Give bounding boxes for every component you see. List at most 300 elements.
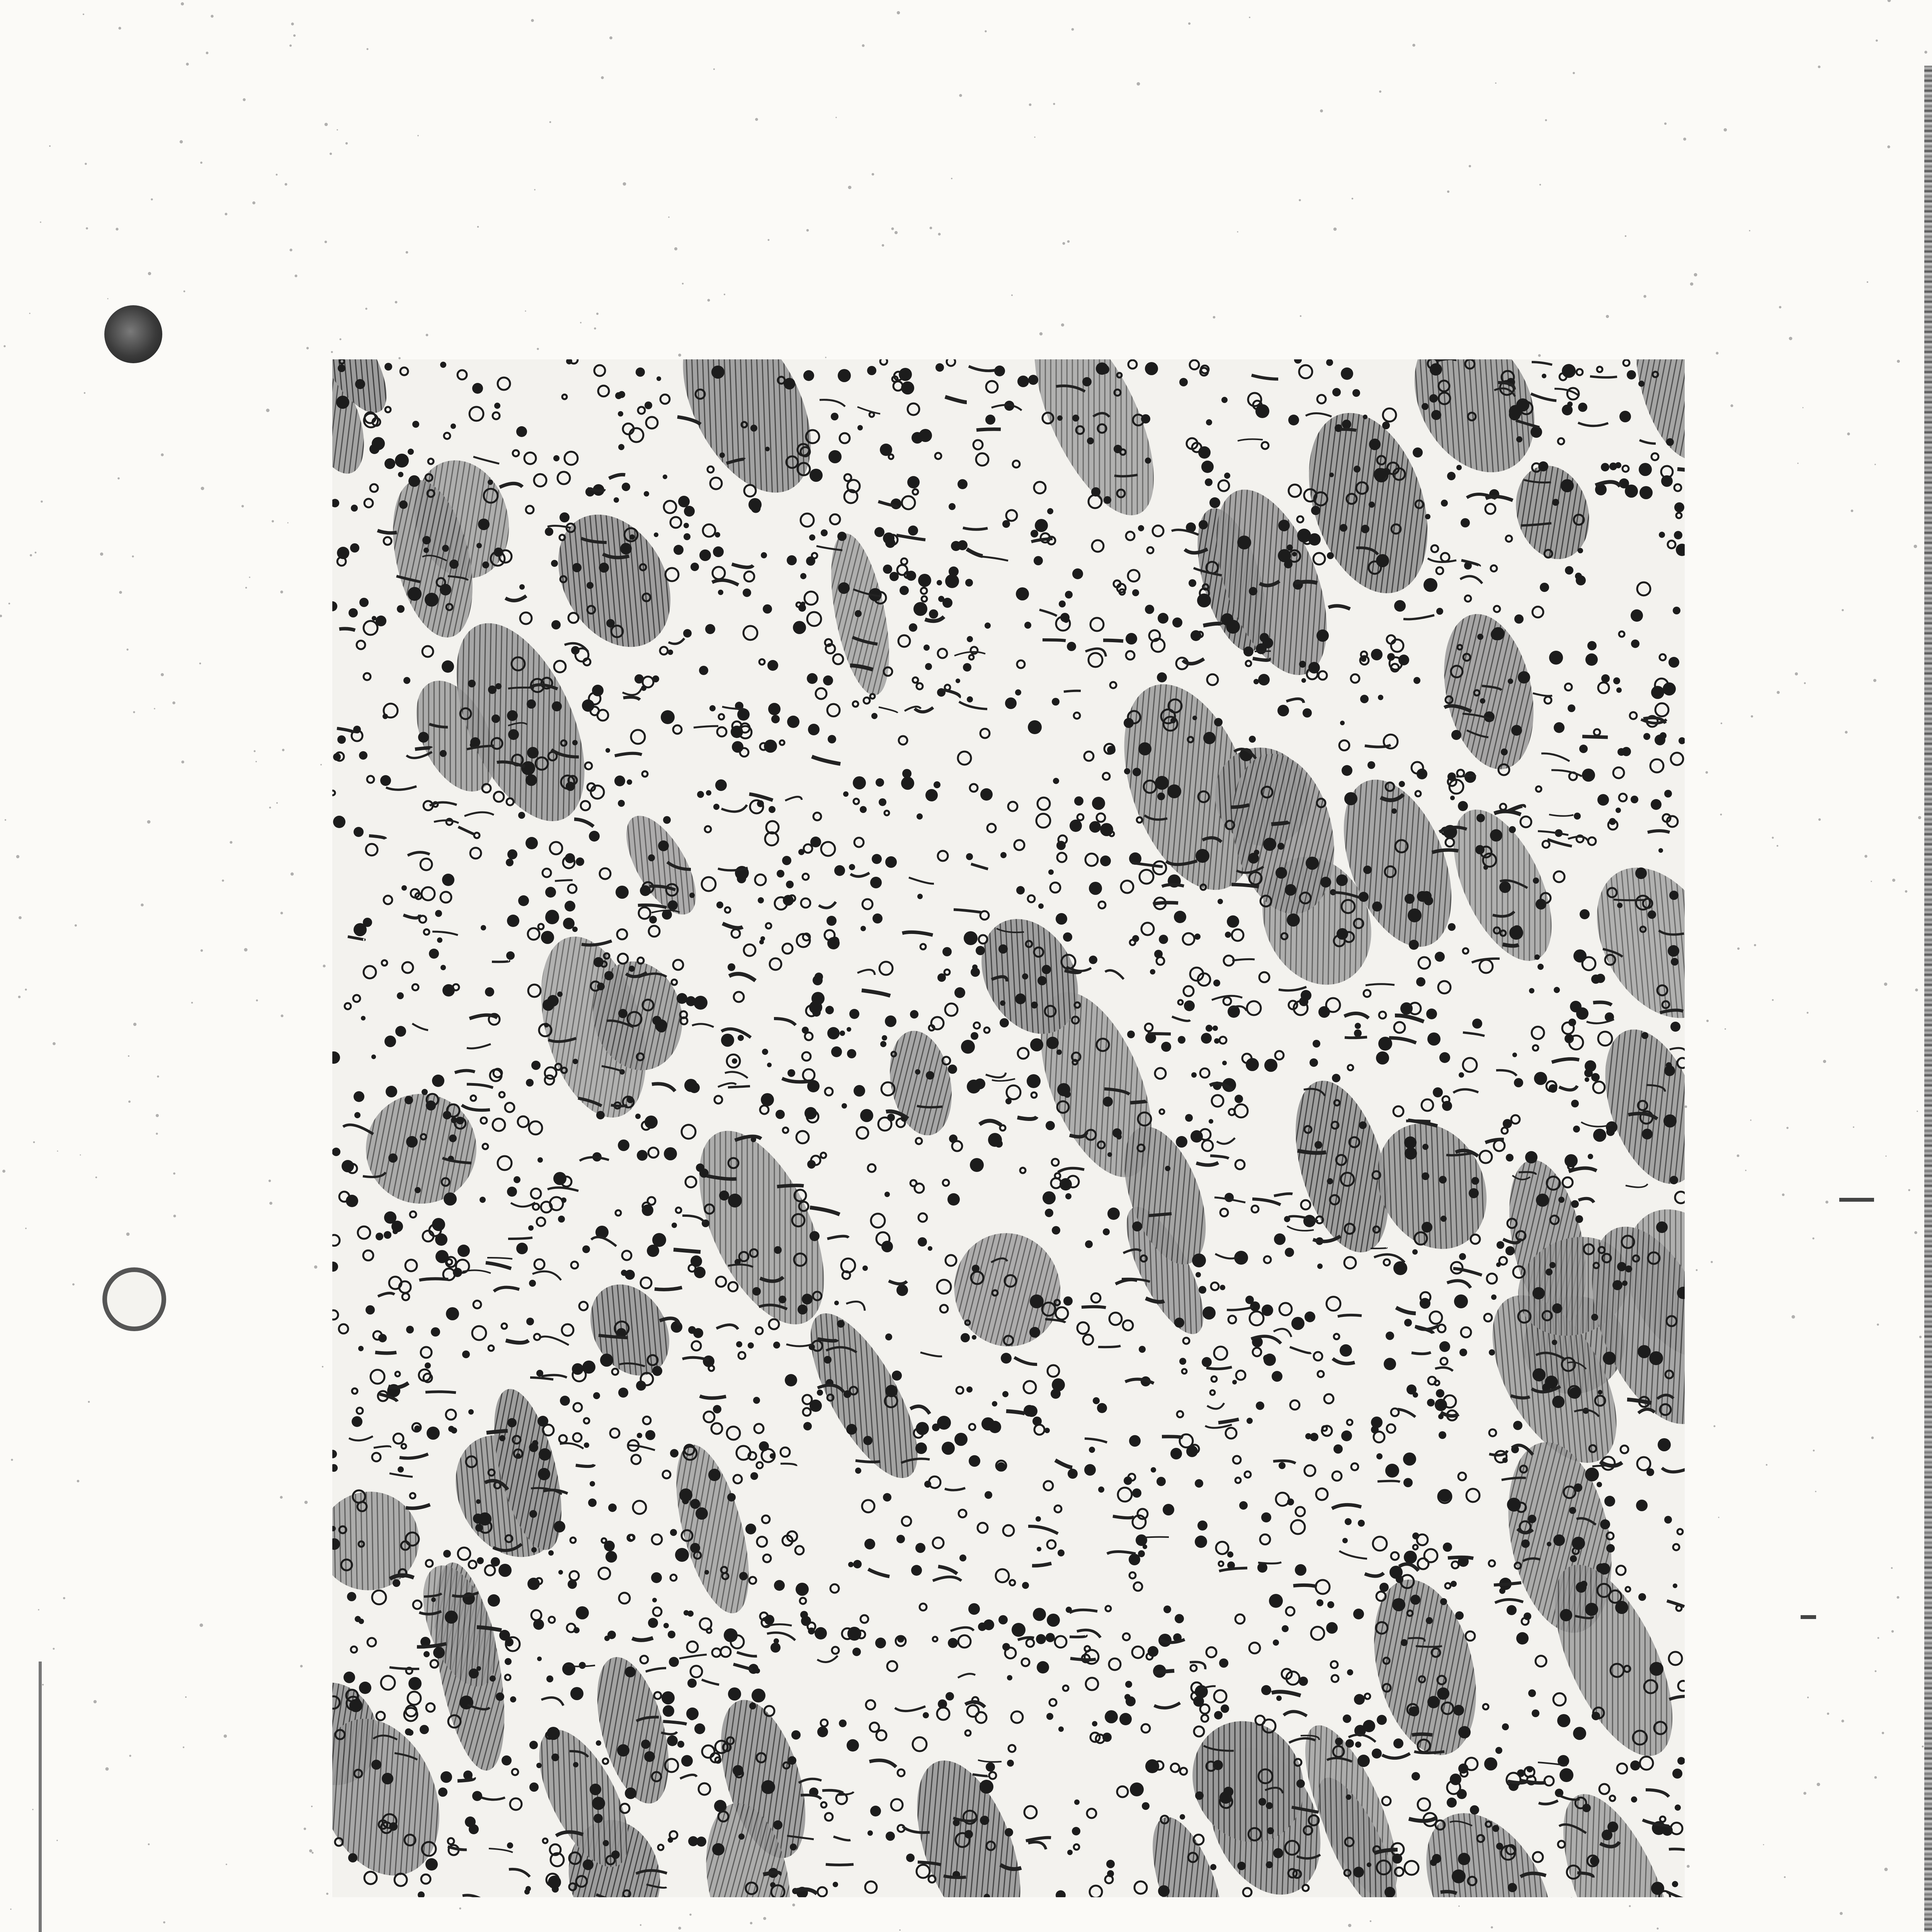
cell-nucleus	[798, 849, 804, 855]
paper-speck	[1914, 545, 1917, 548]
cell-nucleus	[1669, 891, 1679, 900]
cell-nucleus	[395, 454, 409, 468]
cell-nucleus	[337, 735, 346, 744]
cell-nucleus	[565, 901, 575, 912]
paper-speck	[1039, 332, 1043, 335]
cell-nucleus	[670, 1449, 679, 1458]
paper-speck	[1690, 282, 1694, 286]
cell-nucleus	[545, 527, 553, 536]
cell-nucleus	[1616, 687, 1622, 693]
paper-speck	[1823, 1060, 1826, 1063]
cell-nucleus	[827, 1027, 840, 1039]
cell-nucleus	[1304, 1311, 1315, 1322]
paper-speck	[63, 1597, 65, 1599]
cell-nucleus	[1038, 903, 1044, 909]
cell-nucleus	[1340, 721, 1345, 725]
cell-nucleus	[1448, 923, 1456, 931]
cell-nucleus	[669, 1657, 679, 1667]
cell-nucleus	[1155, 776, 1169, 790]
cell-nucleus	[1124, 768, 1130, 774]
cell-nucleus	[596, 1111, 605, 1119]
cell-nucleus	[915, 1442, 927, 1454]
cell-nucleus	[1580, 909, 1590, 919]
cell-nucleus	[932, 1423, 940, 1431]
cell-nucleus	[1224, 473, 1230, 479]
cell-nucleus	[719, 452, 725, 458]
cell-nucleus	[547, 1727, 560, 1740]
cell-nucleus	[980, 1780, 993, 1794]
cell-nucleus	[1100, 855, 1111, 866]
cell-nucleus	[1184, 1000, 1195, 1011]
tissue-strand	[1414, 1752, 1444, 1753]
cell-nucleus	[821, 529, 828, 536]
cell-nucleus	[655, 1019, 667, 1032]
cell-nucleus	[372, 616, 376, 621]
paper-speck	[750, 1922, 753, 1925]
cell-nucleus	[594, 957, 604, 967]
cell-nucleus	[1532, 1287, 1545, 1299]
paper-speck	[1249, 17, 1250, 18]
cell-nucleus	[557, 992, 563, 997]
cell-nucleus	[548, 1876, 561, 1889]
cell-nucleus	[875, 1638, 886, 1648]
cell-nucleus	[437, 937, 442, 943]
cell-nucleus	[1404, 1551, 1417, 1564]
paper-speck	[100, 553, 103, 556]
cell-nucleus	[336, 396, 349, 409]
cell-nucleus	[1393, 1738, 1403, 1748]
cell-nucleus	[386, 1086, 397, 1097]
cell-nucleus	[1287, 544, 1293, 551]
cell-nucleus	[813, 975, 823, 985]
cell-nucleus	[918, 1237, 927, 1247]
cell-nucleus	[1399, 781, 1405, 787]
cell-nucleus	[1037, 1547, 1041, 1551]
cell-nucleus	[1103, 1097, 1113, 1107]
cell-nucleus	[1129, 1435, 1141, 1447]
tissue-strand	[1043, 640, 1066, 641]
paper-speck	[225, 213, 228, 216]
tissue-strand	[1440, 1892, 1457, 1893]
cell-nucleus	[911, 1565, 922, 1576]
cell-nucleus	[1203, 732, 1216, 744]
paper-speck	[724, 294, 725, 295]
cell-nucleus	[1512, 1053, 1517, 1057]
cell-nucleus	[1273, 1639, 1279, 1646]
tissue-strand	[339, 629, 355, 630]
paper-speck	[32, 1809, 33, 1810]
paper-speck	[1491, 1926, 1493, 1929]
cell-nucleus	[1132, 589, 1139, 596]
cell-nucleus	[476, 543, 482, 548]
cell-nucleus	[1074, 1799, 1080, 1805]
cell-nucleus	[502, 1755, 512, 1765]
paper-speck	[1779, 306, 1781, 308]
cell-nucleus	[1631, 796, 1638, 803]
cell-nucleus	[1052, 1226, 1060, 1235]
cell-nucleus	[909, 623, 917, 632]
paper-speck	[1897, 1596, 1900, 1599]
cell-nucleus	[1000, 1018, 1009, 1027]
cell-nucleus	[507, 710, 518, 721]
cell-nucleus	[570, 1687, 583, 1700]
cell-nucleus	[872, 854, 882, 864]
cell-nucleus	[1197, 594, 1211, 607]
cell-nucleus	[1007, 1675, 1012, 1680]
cell-nucleus	[749, 1702, 756, 1709]
tissue-strand	[1293, 1585, 1317, 1587]
paper-speck	[276, 174, 278, 176]
cell-nucleus	[333, 816, 345, 828]
cell-nucleus	[605, 748, 610, 753]
cell-nucleus	[510, 1696, 516, 1702]
cell-nucleus	[1534, 954, 1540, 960]
cell-nucleus	[551, 560, 558, 567]
cell-nucleus	[1569, 1507, 1576, 1514]
cell-nucleus	[644, 1751, 655, 1762]
paper-speck	[1352, 198, 1354, 200]
cell-nucleus	[1367, 761, 1375, 769]
cell-nucleus	[529, 1443, 538, 1452]
cell-nucleus	[384, 1231, 391, 1239]
paper-speck	[314, 1265, 317, 1269]
paper-speck	[133, 1023, 136, 1026]
cell-nucleus	[519, 584, 525, 590]
cell-nucleus	[964, 931, 978, 945]
cell-nucleus	[527, 699, 536, 709]
cell-nucleus	[1600, 1519, 1610, 1529]
cell-nucleus	[1578, 548, 1583, 553]
paper-speck	[1782, 1194, 1785, 1196]
cell-nucleus	[690, 1499, 700, 1509]
paper-speck	[459, 1907, 461, 1909]
cell-nucleus	[901, 777, 914, 790]
cell-nucleus	[670, 1529, 677, 1536]
cell-nucleus	[802, 1294, 813, 1304]
paper-speck	[311, 1806, 313, 1807]
cell-nucleus	[358, 1346, 364, 1351]
paper-speck	[713, 68, 715, 70]
paper-speck	[18, 996, 21, 998]
paper-speck	[1803, 407, 1804, 408]
cell-nucleus	[445, 1611, 458, 1624]
cell-nucleus	[1408, 908, 1422, 922]
cell-nucleus	[1597, 1482, 1602, 1487]
cell-nucleus	[1278, 520, 1290, 531]
cell-nucleus	[1342, 1538, 1348, 1543]
cell-nucleus	[1119, 1713, 1132, 1725]
cell-nucleus	[1213, 1026, 1218, 1031]
cell-nucleus	[1036, 1516, 1041, 1522]
cell-nucleus	[1554, 722, 1565, 733]
paper-speck	[293, 34, 296, 37]
cell-nucleus	[539, 1448, 551, 1461]
cell-nucleus	[592, 685, 604, 696]
cell-nucleus	[1311, 506, 1320, 515]
cell-nucleus	[917, 813, 923, 820]
cell-nucleus	[910, 1010, 918, 1019]
paper-speck	[1643, 295, 1646, 298]
cell-nucleus	[1357, 1755, 1370, 1767]
cell-nucleus	[1587, 641, 1597, 650]
cell-nucleus	[1139, 1346, 1146, 1353]
cell-nucleus	[1221, 397, 1228, 403]
paper-speck	[19, 916, 22, 919]
cell-nucleus	[1209, 1119, 1213, 1124]
paper-speck	[1718, 1517, 1719, 1518]
cell-nucleus	[553, 1172, 566, 1185]
cell-nucleus	[764, 1615, 774, 1625]
cell-nucleus	[790, 1844, 797, 1850]
cell-nucleus	[1299, 997, 1308, 1006]
cell-nucleus	[528, 1225, 534, 1231]
cell-nucleus	[1266, 1802, 1273, 1809]
cell-nucleus	[966, 1386, 973, 1393]
paper-speck	[33, 1141, 35, 1143]
paper-speck	[38, 1609, 39, 1611]
cell-nucleus	[1199, 1286, 1206, 1294]
cell-nucleus	[1433, 1087, 1443, 1097]
cell-nucleus	[776, 1110, 785, 1119]
paper-speck	[1754, 944, 1756, 946]
cell-nucleus	[954, 1433, 968, 1446]
cell-nucleus	[498, 1564, 512, 1577]
cell-nucleus	[945, 574, 959, 588]
cell-nucleus	[935, 363, 944, 372]
cell-nucleus	[1476, 814, 1485, 822]
paper-speck	[25, 1228, 27, 1229]
paper-speck	[763, 1917, 766, 1920]
cell-nucleus	[1157, 672, 1167, 682]
cell-nucleus	[1613, 677, 1620, 684]
paper-speck	[806, 229, 809, 232]
cell-nucleus	[423, 548, 429, 553]
cell-nucleus	[727, 1493, 736, 1502]
cell-nucleus	[1353, 1867, 1364, 1878]
cell-nucleus	[1422, 403, 1429, 410]
cell-nucleus	[1672, 1881, 1678, 1887]
cell-nucleus	[771, 715, 780, 723]
cell-nucleus	[1214, 1711, 1223, 1719]
paper-speck	[549, 121, 551, 123]
cell-nucleus	[938, 596, 944, 602]
cell-nucleus	[1427, 1696, 1440, 1708]
cell-nucleus	[537, 1157, 543, 1163]
cell-nucleus	[1353, 1609, 1364, 1619]
cell-nucleus	[499, 1435, 505, 1441]
cell-nucleus	[380, 775, 391, 786]
tissue-strand	[1253, 658, 1269, 660]
cell-nucleus	[571, 646, 580, 655]
paper-speck	[531, 19, 534, 22]
cell-nucleus	[1032, 1417, 1042, 1426]
cell-nucleus	[1552, 1340, 1557, 1345]
paper-speck	[1803, 1792, 1806, 1795]
cell-nucleus	[1585, 653, 1598, 666]
cell-nucleus	[689, 893, 695, 898]
paper-speck	[668, 216, 670, 218]
cell-nucleus	[728, 1194, 742, 1208]
paper-speck	[56, 1840, 58, 1841]
cell-nucleus	[1082, 377, 1092, 386]
paper-speck	[1029, 104, 1032, 106]
cell-nucleus	[637, 1150, 648, 1161]
paper-speck	[1696, 1269, 1698, 1271]
cell-nucleus	[956, 679, 960, 683]
cell-nucleus	[1346, 1794, 1351, 1800]
cell-nucleus	[889, 572, 899, 581]
paper-speck	[291, 872, 294, 876]
cell-nucleus	[1560, 1768, 1573, 1782]
cell-nucleus	[774, 1580, 785, 1591]
paper-speck	[1629, 1905, 1631, 1907]
cell-nucleus	[712, 1843, 724, 1855]
cell-nucleus	[425, 593, 439, 607]
cell-nucleus	[971, 1032, 978, 1040]
paper-speck	[367, 48, 369, 50]
cell-nucleus	[787, 555, 797, 565]
cell-nucleus	[536, 1763, 542, 1768]
cell-nucleus	[1332, 388, 1341, 396]
cell-nucleus	[420, 1725, 429, 1734]
cell-nucleus	[838, 369, 851, 382]
cell-nucleus	[1237, 536, 1251, 549]
cell-nucleus	[1499, 881, 1511, 893]
cell-nucleus	[1267, 1827, 1274, 1834]
cell-nucleus	[1420, 1298, 1430, 1309]
cell-nucleus	[1427, 1399, 1435, 1406]
cell-nucleus	[582, 1245, 590, 1253]
cell-nucleus	[1378, 695, 1383, 700]
cell-nucleus	[506, 951, 515, 960]
cell-nucleus	[1664, 790, 1672, 798]
cell-nucleus	[664, 1147, 677, 1160]
paper-speck	[1137, 82, 1140, 86]
cell-nucleus	[1341, 1430, 1352, 1441]
cell-nucleus	[1598, 1390, 1602, 1395]
cell-nucleus	[615, 392, 622, 399]
paper-speck	[1694, 273, 1697, 277]
cell-nucleus	[1138, 525, 1144, 531]
cell-nucleus	[1282, 1625, 1289, 1632]
cell-nucleus	[1404, 1319, 1412, 1327]
paper-speck	[1573, 72, 1575, 74]
cell-nucleus	[476, 1499, 481, 1504]
cell-nucleus	[1057, 415, 1063, 421]
cell-nucleus	[1511, 725, 1522, 736]
cell-nucleus	[1480, 698, 1485, 704]
paper-speck	[1539, 184, 1541, 185]
cell-nucleus	[1429, 394, 1438, 403]
cell-nucleus	[1070, 820, 1082, 832]
cell-nucleus	[1405, 894, 1415, 904]
cell-nucleus	[431, 1327, 440, 1337]
cell-nucleus	[967, 696, 973, 702]
cell-nucleus	[1582, 769, 1595, 782]
tissue-strand	[1153, 903, 1178, 904]
paper-speck	[322, 1366, 323, 1367]
paper-speck	[199, 663, 201, 665]
paper-speck	[242, 505, 244, 507]
paper-speck	[282, 749, 284, 751]
cell-nucleus	[1030, 1038, 1043, 1051]
cell-nucleus	[636, 1381, 646, 1391]
cell-nucleus	[1255, 404, 1269, 418]
cell-nucleus	[1045, 1209, 1053, 1217]
cell-nucleus	[992, 1401, 997, 1406]
paper-speck	[707, 299, 710, 302]
tissue-strand	[1271, 822, 1289, 824]
punch-hole-top	[104, 305, 162, 363]
cell-nucleus	[896, 1284, 908, 1296]
cell-nucleus	[1279, 1462, 1286, 1469]
paper-speck	[245, 587, 247, 589]
paper-speck	[53, 1648, 55, 1650]
cell-nucleus	[1031, 530, 1038, 537]
cell-nucleus	[1015, 993, 1026, 1004]
cell-nucleus	[1133, 768, 1141, 776]
cell-nucleus	[1340, 1344, 1352, 1357]
cell-nucleus	[957, 479, 968, 489]
tissue-strand	[1017, 1117, 1037, 1119]
cell-nucleus	[719, 1190, 729, 1201]
cell-nucleus	[529, 1280, 536, 1287]
paper-speck	[1545, 119, 1547, 121]
paper-speck	[1919, 1336, 1922, 1338]
paper-speck	[1750, 1119, 1751, 1121]
cell-nucleus	[1562, 405, 1573, 415]
cell-nucleus	[648, 854, 655, 861]
cell-nucleus	[1031, 1002, 1038, 1009]
tissue-strand	[506, 1340, 529, 1343]
cell-nucleus	[1214, 718, 1223, 726]
cell-nucleus	[1345, 1518, 1352, 1525]
cell-nucleus	[1192, 716, 1197, 720]
paper-speck	[1789, 337, 1793, 340]
cell-nucleus	[382, 1773, 393, 1784]
cell-nucleus	[1237, 1862, 1246, 1870]
punch-hole-middle	[102, 1267, 166, 1331]
cell-nucleus	[705, 624, 715, 634]
cell-nucleus	[1363, 866, 1372, 874]
cell-nucleus	[599, 563, 609, 573]
cell-nucleus	[1276, 1696, 1282, 1701]
cell-nucleus	[1617, 903, 1622, 908]
cell-nucleus	[1299, 1677, 1308, 1686]
paper-speck	[1874, 1776, 1877, 1779]
cell-nucleus	[1495, 1747, 1502, 1754]
cell-nucleus	[1295, 1564, 1306, 1576]
cell-nucleus	[668, 1837, 673, 1843]
cell-nucleus	[1574, 1483, 1582, 1492]
cell-nucleus	[616, 886, 629, 899]
cell-nucleus	[757, 800, 764, 807]
cell-nucleus	[1022, 973, 1028, 980]
cell-nucleus	[986, 1762, 995, 1772]
cell-nucleus	[1345, 1739, 1354, 1748]
cell-nucleus	[590, 1784, 601, 1795]
cell-nucleus	[645, 1430, 655, 1440]
cell-nucleus	[1310, 1433, 1318, 1441]
paper-speck	[337, 129, 338, 130]
cell-nucleus	[1376, 1453, 1383, 1459]
cell-nucleus	[576, 857, 584, 866]
cell-nucleus	[560, 512, 570, 522]
cell-nucleus	[654, 532, 658, 537]
paper-speck	[183, 1747, 184, 1748]
cell-nucleus	[948, 1638, 958, 1648]
cell-nucleus	[435, 1250, 449, 1263]
